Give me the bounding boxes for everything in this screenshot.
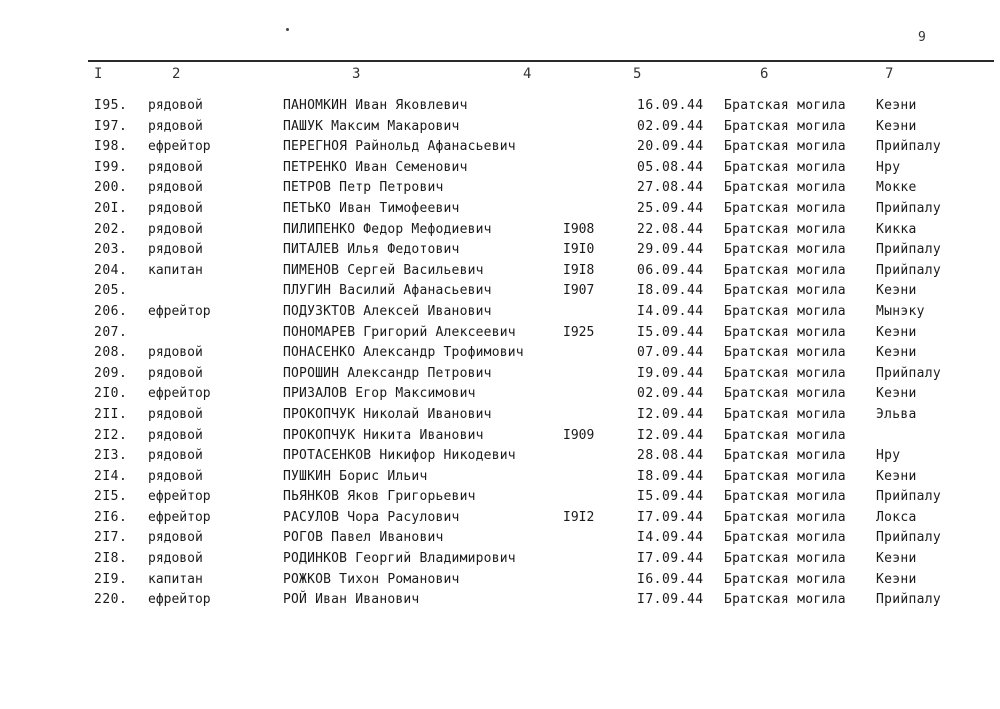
cell-name: ПЬЯНКОВ Яков Григорьевич — [283, 489, 476, 505]
cell-rank: рядовой — [148, 551, 203, 567]
table-row — [0, 590, 1000, 611]
cell-num: 209. — [94, 365, 128, 381]
cell-place: Прийпалу — [876, 489, 942, 505]
cell-name: ПОНАСЕНКО Александр Трофимович — [283, 345, 524, 361]
cell-date: 20.09.44 — [637, 139, 704, 155]
cell-date: 07.09.44 — [637, 345, 704, 361]
cell-place: Кеэни — [876, 324, 917, 340]
cell-place: Кеэни — [876, 98, 917, 113]
cell-num: 203. — [94, 242, 128, 258]
cell-place: Локса — [876, 509, 917, 525]
cell-date: I2.09.44 — [637, 427, 704, 443]
cell-date: I5.09.44 — [637, 489, 704, 505]
table-row — [0, 96, 1000, 117]
cell-burial: Братская могила — [724, 530, 846, 546]
cell-date: 29.09.44 — [637, 242, 704, 258]
cell-num: 208. — [94, 345, 128, 361]
cell-place: Кеэни — [876, 571, 917, 587]
cell-num: 202. — [94, 221, 128, 237]
cell-place: Эльва — [876, 406, 917, 422]
cell-rank: рядовой — [148, 468, 203, 484]
cell-num: 200. — [94, 180, 128, 196]
cell-num: 2I4. — [94, 468, 128, 484]
cell-num: 2I3. — [94, 448, 128, 464]
cell-date: I5.09.44 — [637, 324, 704, 340]
cell-rank: рядовой — [148, 221, 203, 237]
column-header: 6 — [760, 66, 769, 82]
table-row — [0, 426, 1000, 447]
cell-burial: Братская могила — [724, 98, 846, 113]
cell-name: РОЖКОВ Тихон Романович — [283, 571, 460, 587]
cell-burial: Братская могила — [724, 406, 846, 422]
cell-num: 2I9. — [94, 571, 128, 587]
cell-name: РОДИНКОВ Георгий Владимирович — [283, 551, 516, 567]
table-row — [0, 343, 1000, 364]
cell-rank: рядовой — [148, 345, 203, 361]
cell-name: РАСУЛОВ Чора Расулович — [283, 509, 460, 525]
cell-rank: рядовой — [148, 427, 203, 443]
cell-name: ПЛУГИН Василий Афанасьевич — [283, 283, 492, 299]
cell-year: I9I8 — [563, 262, 595, 278]
cell-date: 25.09.44 — [637, 200, 704, 216]
cell-name: ПРОКОПЧУК Николай Иванович — [283, 406, 492, 422]
cell-burial: Братская могила — [724, 509, 846, 525]
cell-year: I9I2 — [563, 509, 595, 525]
cell-rank: рядовой — [148, 180, 203, 196]
cell-name: ПИЛИПЕНКО Федор Мефодиевич — [283, 221, 492, 237]
cell-rank: капитан — [148, 262, 203, 278]
cell-date: 02.09.44 — [637, 118, 704, 134]
table-row — [0, 117, 1000, 138]
cell-date: 02.09.44 — [637, 386, 704, 402]
column-header: 2 — [172, 66, 181, 82]
cell-date: I9.09.44 — [637, 365, 704, 381]
cell-place: Кеэни — [876, 283, 917, 299]
column-header: 5 — [633, 66, 642, 82]
cell-num: 207. — [94, 324, 128, 340]
cell-name: ПЕТРОВ Петр Петрович — [283, 180, 444, 196]
cell-rank: рядовой — [148, 118, 203, 134]
cell-num: 205. — [94, 283, 128, 299]
cell-burial: Братская могила — [724, 468, 846, 484]
cell-burial: Братская могила — [724, 551, 846, 567]
cell-place: Прийпалу — [876, 139, 942, 155]
cell-burial: Братская могила — [724, 262, 846, 278]
table-row — [0, 508, 1000, 529]
table-row — [0, 364, 1000, 385]
cell-name: ПАШУК Максим Макарович — [283, 118, 460, 134]
cell-place: Нру — [876, 159, 901, 175]
table-row — [0, 323, 1000, 344]
cell-name: ПИТАЛЕВ Илья Федотович — [283, 242, 460, 258]
header-rule — [88, 60, 994, 62]
cell-burial: Братская могила — [724, 386, 846, 402]
cell-date: 06.09.44 — [637, 262, 704, 278]
cell-place: Мынэку — [876, 303, 925, 319]
table-row — [0, 446, 1000, 467]
cell-place: Кеэни — [876, 345, 917, 361]
cell-place: Прийпалу — [876, 262, 942, 278]
cell-rank: рядовой — [148, 242, 203, 258]
cell-rank: рядовой — [148, 365, 203, 381]
cell-burial: Братская могила — [724, 159, 846, 175]
table-row — [0, 467, 1000, 488]
cell-rank: рядовой — [148, 406, 203, 422]
cell-num: 204. — [94, 262, 128, 278]
cell-num: I95. — [94, 98, 128, 113]
column-header: 3 — [352, 66, 361, 82]
cell-num: 2I8. — [94, 551, 128, 567]
cell-year: I9I0 — [563, 242, 595, 258]
table-row — [0, 178, 1000, 199]
cell-year: I908 — [563, 221, 595, 237]
page-number: 9 — [918, 30, 926, 45]
cell-name: РОГОВ Павел Иванович — [283, 530, 444, 546]
cell-place: Кеэни — [876, 118, 917, 134]
column-header-row — [0, 66, 1000, 84]
cell-name: ПОНОМАРЕВ Григорий Алексеевич — [283, 324, 516, 340]
cell-name: ПУШКИН Борис Ильич — [283, 468, 428, 484]
cell-rank: ефрейтор — [148, 386, 211, 402]
cell-place: Мокке — [876, 180, 917, 196]
cell-name: ПОРОШИН Александр Петрович — [283, 365, 492, 381]
cell-date: 05.08.44 — [637, 159, 704, 175]
cell-burial: Братская могила — [724, 283, 846, 299]
table-row — [0, 549, 1000, 570]
cell-place: Кеэни — [876, 386, 917, 402]
cell-name: ПЕТЬКО Иван Тимофеевич — [283, 200, 460, 216]
cell-year: I909 — [563, 427, 595, 443]
record-list — [0, 96, 1000, 611]
cell-burial: Братская могила — [724, 324, 846, 340]
cell-name: ПЕРЕГНОЯ Райнольд Афанасьевич — [283, 139, 516, 155]
cell-place: Прийпалу — [876, 365, 942, 381]
cell-rank: рядовой — [148, 530, 203, 546]
table-row — [0, 199, 1000, 220]
table-row — [0, 158, 1000, 179]
cell-num: I98. — [94, 139, 128, 155]
column-header: I — [94, 66, 103, 82]
cell-num: 2I7. — [94, 530, 128, 546]
cell-rank: ефрейтор — [148, 139, 211, 155]
cell-place: Кеэни — [876, 468, 917, 484]
cell-rank: рядовой — [148, 200, 203, 216]
table-row — [0, 261, 1000, 282]
cell-place: Прийпалу — [876, 200, 942, 216]
cell-num: 2I6. — [94, 509, 128, 525]
cell-place: Нру — [876, 448, 901, 464]
cell-place: Кикка — [876, 221, 917, 237]
table-row — [0, 487, 1000, 508]
cell-date: 16.09.44 — [637, 98, 704, 113]
cell-num: I97. — [94, 118, 128, 134]
cell-burial: Братская могила — [724, 427, 846, 443]
cell-burial: Братская могила — [724, 489, 846, 505]
table-row — [0, 281, 1000, 302]
cell-name: ПИМЕНОВ Сергей Васильевич — [283, 262, 484, 278]
cell-place: Прийпалу — [876, 242, 942, 258]
cell-name: ПРОТАСЕНКОВ Никифор Никодевич — [283, 448, 516, 464]
cell-rank: рядовой — [148, 448, 203, 464]
cell-date: I2.09.44 — [637, 406, 704, 422]
cell-burial: Братская могила — [724, 345, 846, 361]
cell-burial: Братская могила — [724, 571, 846, 587]
cell-name: ПРИЗАЛОВ Егор Максимович — [283, 386, 476, 402]
cell-rank: ефрейтор — [148, 592, 211, 608]
table-row — [0, 302, 1000, 323]
cell-name: РОЙ Иван Иванович — [283, 592, 420, 608]
cell-burial: Братская могила — [724, 365, 846, 381]
cell-date: I8.09.44 — [637, 283, 704, 299]
cell-rank: ефрейтор — [148, 489, 211, 505]
cell-burial: Братская могила — [724, 242, 846, 258]
table-row — [0, 405, 1000, 426]
cell-num: 20I. — [94, 200, 128, 216]
column-header: 4 — [523, 66, 532, 82]
table-row — [0, 528, 1000, 549]
cell-date: 22.08.44 — [637, 221, 704, 237]
cell-name: ПОДУЗКТОВ Алексей Иванович — [283, 303, 492, 319]
cell-burial: Братская могила — [724, 200, 846, 216]
cell-date: I4.09.44 — [637, 530, 704, 546]
cell-num: 2I0. — [94, 386, 128, 402]
cell-burial: Братская могила — [724, 592, 846, 608]
cell-num: 2I2. — [94, 427, 128, 443]
cell-rank: капитан — [148, 571, 203, 587]
cell-burial: Братская могила — [724, 118, 846, 134]
cell-date: I7.09.44 — [637, 551, 704, 567]
cell-rank: рядовой — [148, 159, 203, 175]
cell-burial: Братская могила — [724, 221, 846, 237]
cell-date: 27.08.44 — [637, 180, 704, 196]
cell-name: ПАНОМКИН Иван Яковлевич — [283, 98, 468, 113]
cell-date: I7.09.44 — [637, 509, 704, 525]
cell-place: Кеэни — [876, 551, 917, 567]
table-row — [0, 384, 1000, 405]
cell-date: I4.09.44 — [637, 303, 704, 319]
cell-num: 2II. — [94, 406, 128, 422]
cell-date: 28.08.44 — [637, 448, 704, 464]
table-row — [0, 220, 1000, 241]
table-row — [0, 240, 1000, 261]
cell-name: ПРОКОПЧУК Никита Иванович — [283, 427, 484, 443]
cell-burial: Братская могила — [724, 180, 846, 196]
cell-num: 206. — [94, 303, 128, 319]
table-row — [0, 137, 1000, 158]
cell-place: Прийпалу — [876, 530, 942, 546]
cell-name: ПЕТРЕНКО Иван Семенович — [283, 159, 468, 175]
cell-year: I907 — [563, 283, 595, 299]
cell-rank: ефрейтор — [148, 509, 211, 525]
cell-burial: Братская могила — [724, 448, 846, 464]
cell-burial: Братская могила — [724, 139, 846, 155]
cell-rank: рядовой — [148, 98, 203, 113]
cell-burial: Братская могила — [724, 303, 846, 319]
cell-place: Прийпалу — [876, 592, 942, 608]
table-row — [0, 570, 1000, 591]
cell-rank: ефрейтор — [148, 303, 211, 319]
cell-num: I99. — [94, 159, 128, 175]
cell-num: 2I5. — [94, 489, 128, 505]
paper-speck — [286, 28, 289, 31]
cell-num: 220. — [94, 592, 128, 608]
cell-date: I7.09.44 — [637, 592, 704, 608]
column-header: 7 — [885, 66, 894, 82]
cell-year: I925 — [563, 324, 595, 340]
cell-date: I6.09.44 — [637, 571, 704, 587]
cell-date: I8.09.44 — [637, 468, 704, 484]
